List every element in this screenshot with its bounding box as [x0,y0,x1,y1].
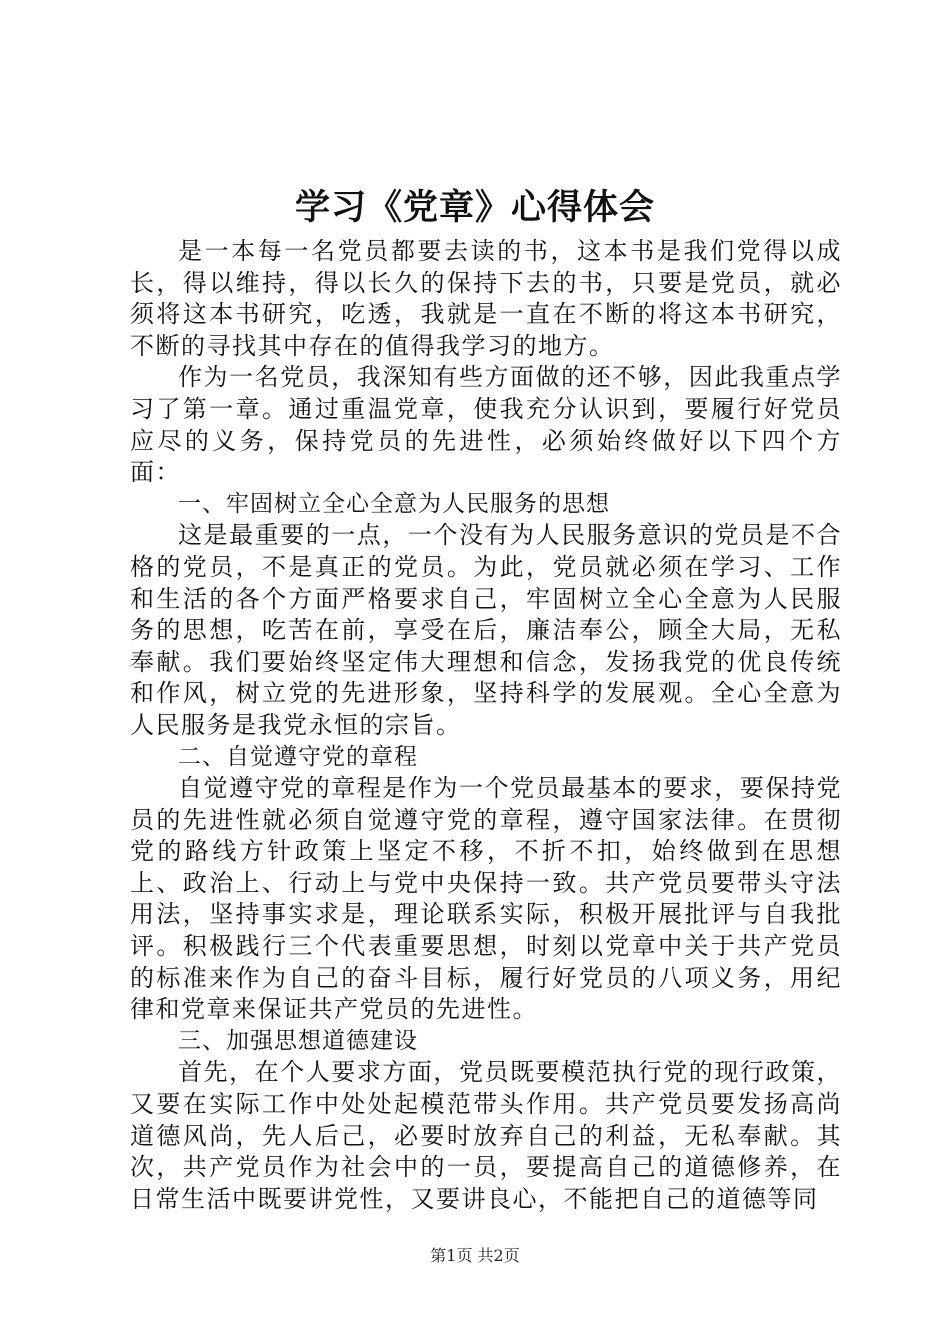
section-heading-2: 二、自觉遵守党的章程 [178,743,418,770]
page-footer: 第1页 共2页 [430,1246,520,1265]
document-body [130,236,842,1215]
paragraph-section-3: 首先，在个人要求方面，党员既要模范执行党的现行政策，又要在实际工作中处处起模范带头作用。共产党员要发扬高尚道德风尚，先人后己，必要时放弃自己的利益，无私奉献。其次，共产党员作为社会中的一员，要提高自己的道德修养，在日常生活中既要讲党性，又要讲良心，不能把自己的道德等同 [130,1058,842,1213]
section-heading-3: 三、加强思想道德建设 [178,1027,418,1054]
document-title: 学习《党章》心得体会 [294,187,655,228]
paragraph-section-2: 自觉遵守党的章程是作为一个党员最基本的要求，要保持党员的先进性就必须自觉遵守党的章程，遵守国家法律。在贯彻党的路线方针政策上坚定不移，不折不扣，始终做到在思想上、政治上、行动上与党中央保持一致。共产党员要带头守法用法，坚持事实求是，理论联系实际，积极开展批评与自我批评。积极践行三个代表重要思想，时刻以党章中关于共产党员的标准来作为自己的奋斗目标，履行好党员的八项义务，用纪律和党章来保证共产党员的先进性。 [130,774,842,1024]
paragraph-section-1: 这是最重要的一点，一个没有为人民服务意识的党员是不合格的党员，不是真正的党员。为此，党员就必须在学习、工作和生活的各个方面严格要求自己，牢固树立全心全意为人民服务的思想，吃苦在前，享受在后，廉洁奉公，顾全大局，无私奉献。我们要始终坚定伟大理想和信念，发扬我党的优良传统和作风，树立党的先进形象，坚持科学的发展观。全心全意为人民服务是我党永恒的宗旨。 [130,521,842,739]
paragraph-intro: 是一本每一名党员都要去读的书，这本书是我们党得以成长，得以维持，得以长久的保持下去的书，只要是党员，就必须将这本书研究，吃透，我就是一直在不断的将这本书研究，不断的寻找其中存在的值得我学习的地方。 [130,237,842,360]
section-heading-1: 一、牢固树立全心全意为人民服务的思想 [178,490,610,517]
paragraph-overview: 作为一名党员，我深知有些方面做的还不够，因此我重点学习了第一章。通过重温党章，使我充分认识到，要履行好党员应尽的义务，保持党员的先进性，必须始终做好以下四个方面： [130,363,842,487]
